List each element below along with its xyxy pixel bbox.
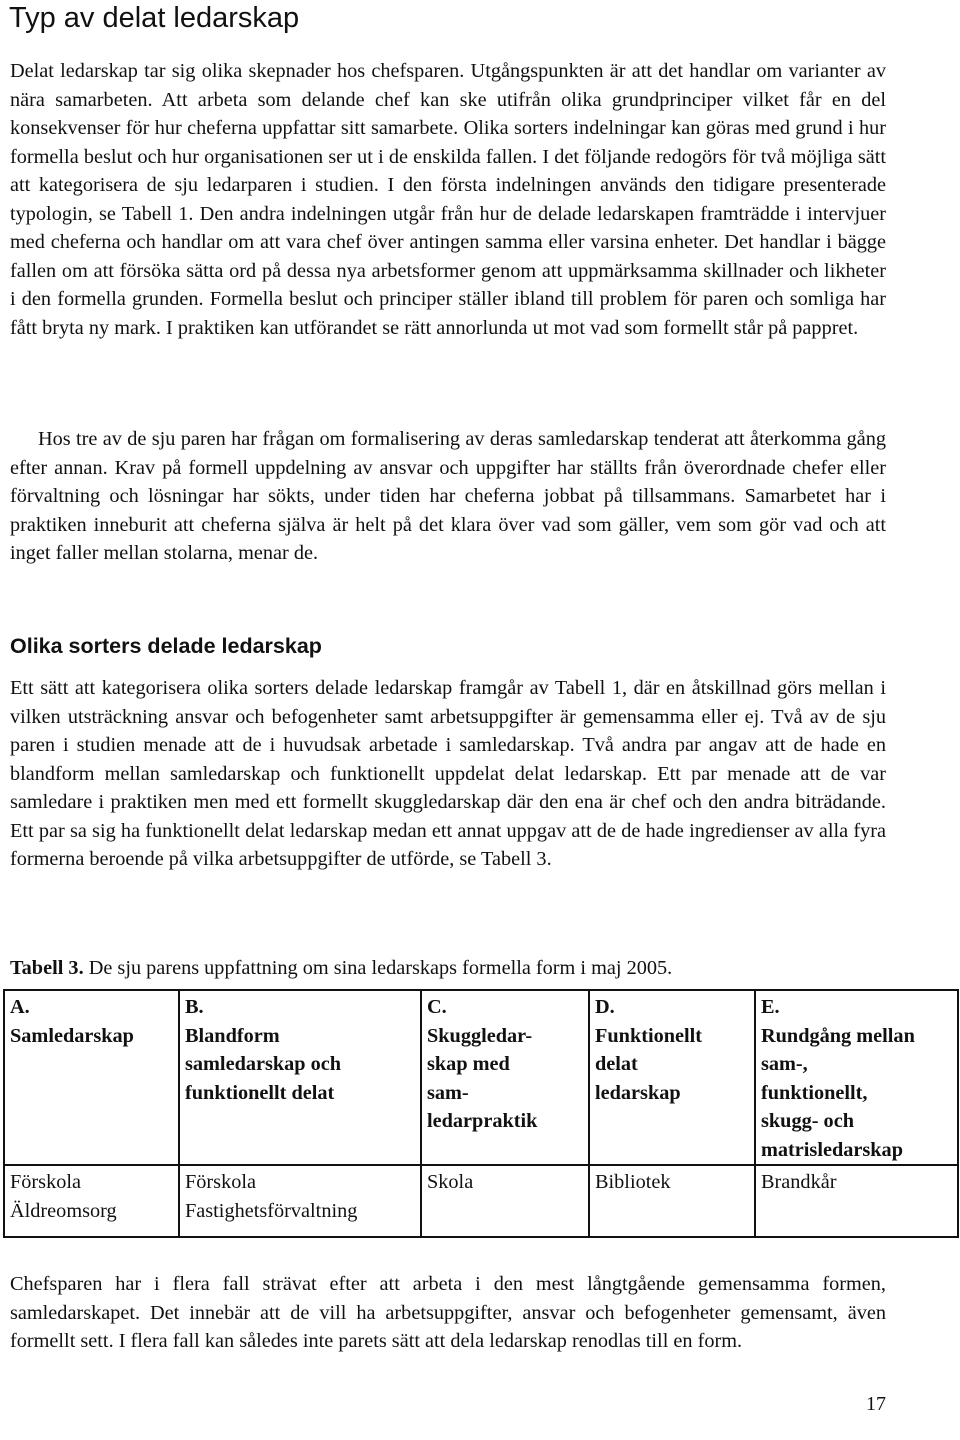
page-number: 17 [866, 1393, 886, 1415]
table-cell-a: Förskola Äldreomsorg [10, 1171, 117, 1222]
table-cell [179, 1165, 421, 1237]
table-header-e: E. Rundgång mellan sam-, funktionellt, skugg- och matrisledarskap [761, 996, 915, 1161]
table-header-c: C. Skuggledar- skap med sam- ledarpraktik [427, 996, 538, 1132]
paragraph-conclusion: Chefsparen har i flera fall strävat efter att arbeta i den mest långtgående gemensamma formen, samledarskapet. Det innebär att de vill ha arbetsuppgifter, ansvar och befogenheter gemensamt, även formellt sett. I flera fall kan således inte parets sätt att dela ledarskap renodlas till en form. [10, 1273, 886, 1352]
table-cell [421, 1165, 589, 1237]
table-header-cell [755, 990, 958, 1165]
table-cell [755, 1165, 958, 1237]
table-cell-b: Förskola Fastighetsförvaltning [185, 1171, 358, 1222]
table-header-d: D. Funktionellt delat ledarskap [595, 996, 703, 1104]
table-caption-label: Tabell 3. [10, 957, 84, 979]
paragraph-intro: Delat ledarskap tar sig olika skepnader hos chefsparen. Utgångspunkten är att det handlar om varianter av nära samarbeten. Att arbeta som delande chef kan ske utifrån olika grundprinciper vilket får en del konsekvenser för hur cheferna uppfattar sitt samarbete. Olika sorters indelningar kan göras med grund i hur formella beslut och hur organisationen ser ut i de enskilda fallen. I det följande redogörs för två möjliga sätt att kategorisera de sju ledarparen i studien. I den första indelningen används den tidigare presenterade typologin, se Tabell 1. Den andra indelningen utgår från hur de delade ledarskapen framträdde i intervjuer med cheferna och handlar om att vara chef över antingen samma eller varsina enheter. Det handlar i bägge fallen om att försöka sätta ord på dessa nya arbetsformer genom att uppmärksamma skillnader och likheter i den formella grunden. Formella beslut och principer ställer ibland till problem för paren och somliga har fått bryta ny mark. I praktiken kan utförandet se rätt annorlunda ut mot vad som formellt står på pappret. [10, 60, 886, 339]
table-header-cell [589, 990, 755, 1165]
table-cell-d: Bibliotek [595, 1171, 671, 1193]
section-heading: Typ av delat ledarskap [9, 2, 300, 34]
table-header-cell [179, 990, 421, 1165]
subsection-heading: Olika sorters delade ledarskap [10, 634, 322, 658]
table-header-a: A. Samledarskap [10, 996, 134, 1047]
table-row [4, 1165, 958, 1237]
table-cell-c: Skola [427, 1171, 474, 1193]
table-cell-e: Brandkår [761, 1171, 837, 1193]
table-cell [589, 1165, 755, 1237]
table-header-cell [4, 990, 179, 1165]
table-header-b: B. Blandform samledarskap och funktionellt delat [185, 996, 342, 1104]
leadership-form-table [3, 989, 959, 1238]
table-header-cell [421, 990, 589, 1165]
table-cell [4, 1165, 179, 1237]
table-caption-text: De sju parens uppfattning om sina ledarskaps formella form i maj 2005. [83, 957, 673, 979]
paragraph-categorisation: Ett sätt att kategorisera olika sorters delade ledarskap framgår av Tabell 1, där en åtskillnad görs mellan i vilken utsträckning ansvar och befogenheter samt arbetsuppgifter är gemensamma eller ej. Två av de sju paren i studien menade att de i huvudsak arbetade i samledarskap. Två andra par angav att de hade en blandform mellan samledarskap och funktionellt uppdelat delat ledarskap. Ett par menade att de var samledare i praktiken men med ett formellt skuggledarskap där den ena är chef och den andra biträdande. Ett par sa sig ha funktionellt delat ledarskap medan ett annat uppgav att de de hade ingredienser av alla fyra formerna beroende på vilka arbetsuppgifter de utförde, se Tabell 3. [10, 677, 886, 870]
table-caption [10, 954, 890, 982]
table-header-row [4, 990, 958, 1165]
paragraph-formalisation: Hos tre av de sju paren har frågan om formalisering av deras samledarskap tenderat att återkomma gång efter annan. Krav på formell uppdelning av ansvar och uppgifter har ställts från överordnade chefer eller förvaltning och lösningar har sökts, under tiden har cheferna jobbat på tillsammans. Samarbetet har i praktiken inneburit att cheferna själva är helt på det klara över vad som gäller, vem som gör vad och att inget faller mellan stolarna, menar de. [10, 428, 886, 564]
